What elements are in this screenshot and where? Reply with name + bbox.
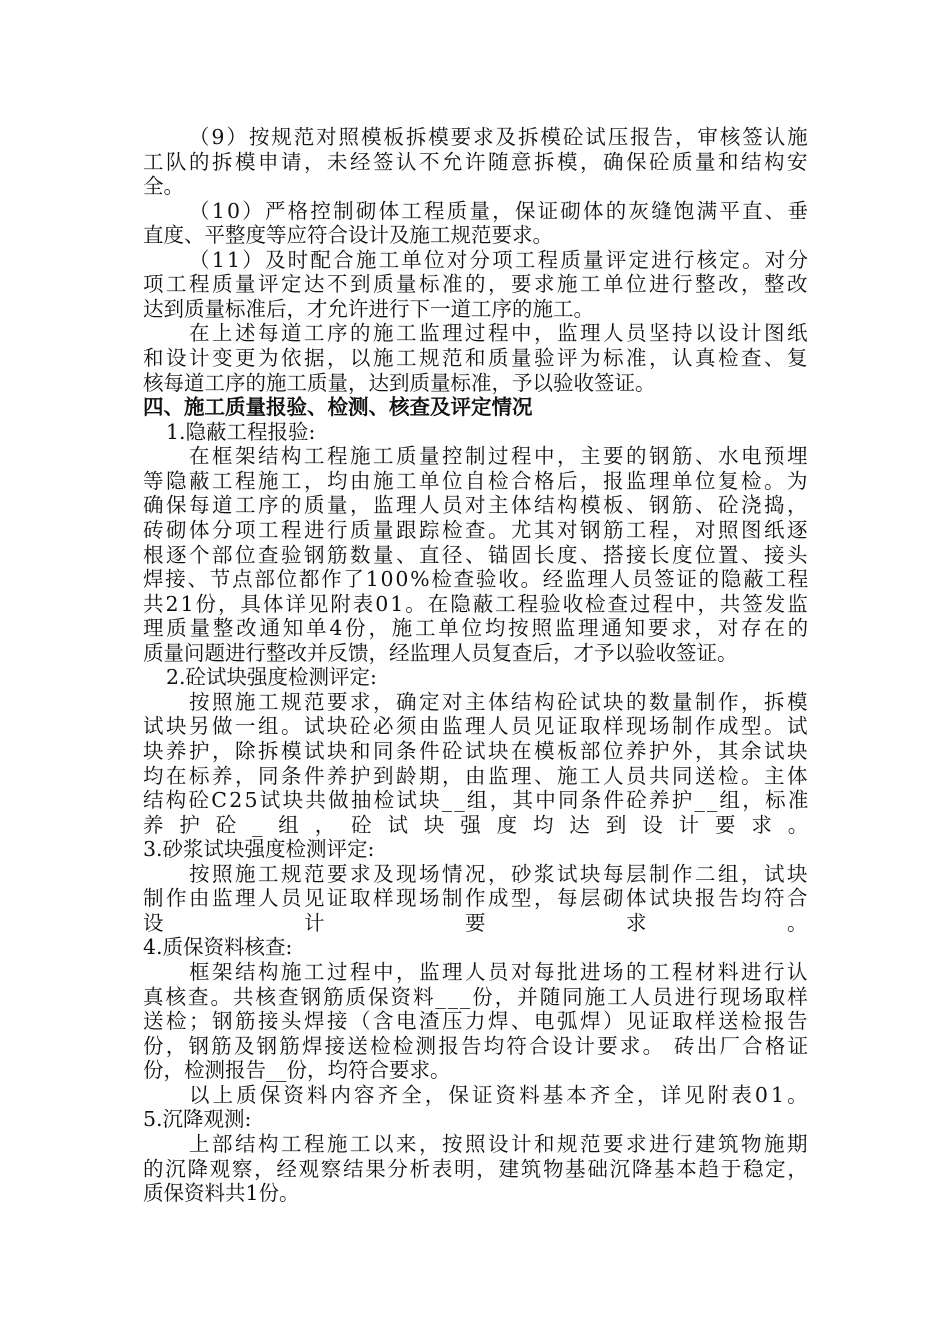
text-line: 核每道工序的施工质量，达到质量标准，予以验收签证。 [143, 370, 656, 395]
text-line: 4.质保资料核查: [143, 935, 293, 960]
text-line: 按照施工规范要求及现场情况，砂浆试块每层制作二组，试块 [189, 861, 810, 886]
text-line: 工队的拆模申请，未经签认不允许随意拆模，确保砼质量和结构安 [143, 149, 810, 174]
text-line: 和设计变更为依据，以施工规范和质量验评为标准，认真检查、复 [143, 346, 810, 371]
text-line: 等隐蔽工程施工，均由施工单位自检合格后，报监理单位复检。为 [143, 468, 810, 493]
text-line: 5.沉降观测: [143, 1107, 252, 1132]
text-line: 全。 [143, 174, 184, 199]
text-line: 的沉降观察，经观察结果分析表明，建筑物基础沉降基本趋于稳定， [143, 1156, 810, 1181]
text-line: 项工程质量评定达不到质量标准的，要求施工单位进行整改，整改 [143, 272, 810, 297]
text-line: 按照施工规范要求，确定对主体结构砼试块的数量制作，拆模 [189, 689, 810, 714]
text-line: 根逐个部位查验钢筋数量、直径、锚固长度、搭接长度位置、接头 [143, 542, 810, 567]
text-line: 结构砼C25试块共做抽检试块__组，其中同条件砼养护__组，标准 [143, 788, 811, 813]
text-line: 达到质量标准后，才允许进行下一道工序的施工。 [143, 296, 594, 321]
text-line: 共21份，具体详见附表01。在隐蔽工程验收检查过程中，共签发监 [143, 591, 810, 616]
text-line: 份，检测报告__份，均符合要求。 [143, 1058, 451, 1083]
text-line: 真核查。共核查钢筋质保资料___份，并随同施工人员进行现场取样 [143, 984, 810, 1009]
text-line: 理质量整改通知单4份，施工单位均按照监理通知要求，对存在的 [143, 616, 811, 641]
text-line: 焊接、节点部位都作了100%检查验收。经监理人员签证的隐蔽工程 [143, 567, 810, 592]
text-line: 3.砂浆试块强度检测评定: [143, 837, 375, 862]
text-line: 在框架结构工程施工质量控制过程中，主要的钢筋、水电预埋 [189, 444, 810, 469]
text-line: 上部结构工程施工以来，按照设计和规范要求进行建筑物施期 [189, 1131, 810, 1156]
text-line: （11）及时配合施工单位对分项工程质量评定进行核定。对分 [189, 247, 811, 272]
text-line: 份，钢筋及钢筋焊接送检检测报告均符合设计要求。 砖出厂合格证 [143, 1033, 811, 1058]
text-line: 1.隐蔽工程报验: [166, 419, 316, 444]
text-line: 确保每道工序的质量，监理人员对主体结构模板、钢筋、砼浇捣， [143, 493, 810, 518]
text-line: （10）严格控制砌体工程质量，保证砌体的灰缝饱满平直、垂 [189, 198, 811, 223]
text-line: （9）按规范对照模板拆模要求及拆模砼试压报告，审核签认施 [189, 125, 810, 149]
section-heading: 四、施工质量报验、检测、核查及评定情况 [143, 395, 533, 420]
text-line: 砖砌体分项工程进行质量跟踪检查。尤其对钢筋工程，对照图纸逐 [143, 517, 810, 542]
text-line: 试块另做一组。试块砼必须由监理人员见证取样现场制作成型。试 [143, 714, 810, 739]
text-line: 块养护，除拆模试块和同条件砼试块在模板部位养护外，其余试块 [143, 739, 810, 763]
text-line: 均在标养，同条件养护到龄期，由监理、施工人员共同送检。主体 [143, 763, 810, 788]
text-line: 框架结构施工过程中，监理人员对每批进场的工程材料进行认 [189, 960, 810, 985]
text-line: 送检；钢筋接头焊接（含电渣压力焊、电弧焊）见证取样送检报告 [143, 1009, 810, 1034]
text-line: 以上质保资料内容齐全，保证资料基本齐全，详见附表01。 [189, 1082, 811, 1107]
text-line: 质量问题进行整改并反馈，经监理人员复查后，才予以验收签证。 [143, 640, 738, 665]
text-line: 在上述每道工序的施工监理过程中，监理人员坚持以设计图纸 [189, 321, 810, 346]
text-line: 养护砼_组，砼试块强度均达到设计要求。 [143, 812, 825, 837]
text-line: 直度、平整度等应符合设计及施工规范要求。 [143, 223, 553, 248]
text-line: 设计要求。 [143, 910, 948, 935]
text-line: 2.砼试块强度检测评定: [166, 665, 377, 690]
text-line: 质保资料共1份。 [143, 1181, 300, 1206]
text-line: 制作由监理人员见证取样现场制作成型，每层砌体试块报告均符合 [143, 886, 810, 911]
